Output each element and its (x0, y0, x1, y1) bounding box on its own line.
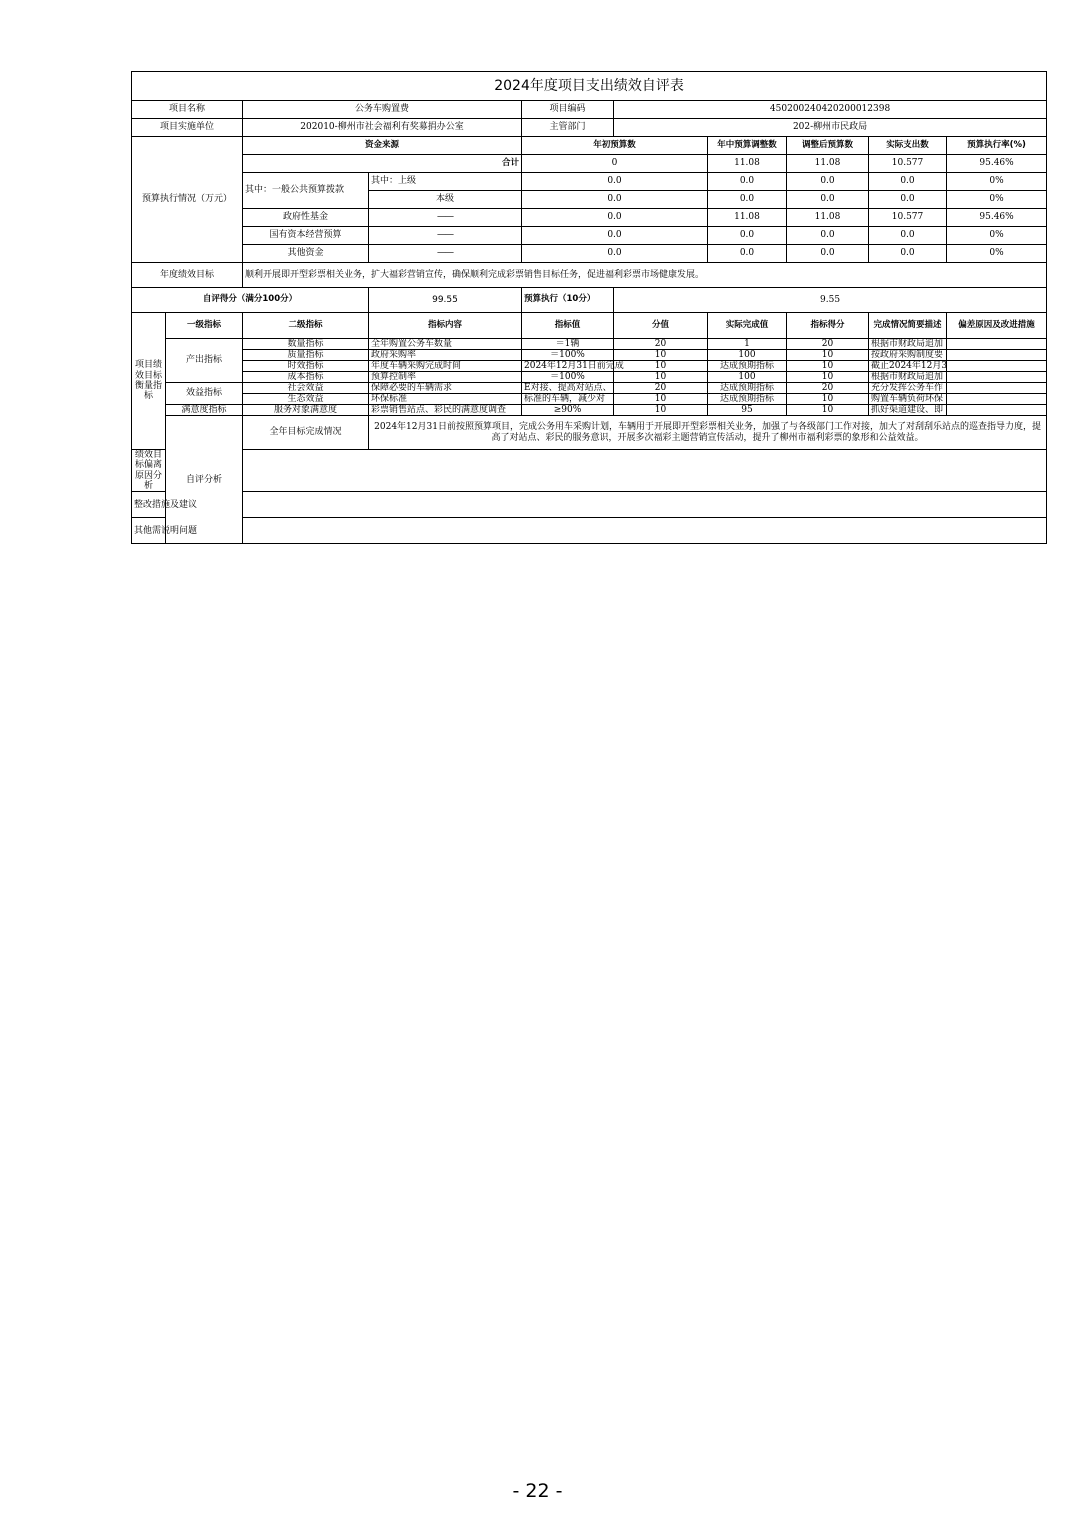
total-adjusted: 11.08 (787, 155, 869, 173)
local-adjust: 0.0 (708, 191, 787, 209)
indicator-deviation (947, 350, 1047, 361)
upper-adjusted: 0.0 (787, 173, 869, 191)
indicator-content: 保障必要的车辆需求 (369, 383, 522, 394)
indicator-actual: 100 (708, 372, 787, 383)
govfund-adjusted: 11.08 (787, 209, 869, 227)
indicator-deviation (947, 339, 1047, 350)
indicator-target: 标准的车辆，减少对 (522, 394, 614, 405)
indicator-target: ≥90% (522, 405, 614, 416)
header-midyear-adjust: 年中预算调整数 (708, 137, 787, 155)
header-level2: 二级指标 (243, 313, 369, 339)
other-fund-initial: 0.0 (522, 245, 708, 263)
project-code-label: 项目编码 (522, 101, 614, 119)
stateown-adjusted: 0.0 (787, 227, 869, 245)
govfund-adjust: 11.08 (708, 209, 787, 227)
stateown-adjust: 0.0 (708, 227, 787, 245)
total-rate: 95.46% (947, 155, 1047, 173)
header-adjusted-budget: 调整后预算数 (787, 137, 869, 155)
general-budget-label: 其中：一般公共预算拨款 (243, 173, 369, 209)
stateown-initial: 0.0 (522, 227, 708, 245)
self-score-label: 自评得分（满分100分） (132, 288, 369, 313)
indicator-description: 充分发挥公务车作 (869, 383, 947, 394)
upper-rate: 0% (947, 173, 1047, 191)
other-fund-adjust: 0.0 (708, 245, 787, 263)
indicator-target: 2024年12月31日前完成 (522, 361, 614, 372)
indicator-score: 20 (787, 383, 869, 394)
indicator-description: 抓好渠道建设、即 (869, 405, 947, 416)
header-actual-spend: 实际支出数 (869, 137, 947, 155)
analysis-section-label: 自评分析 (166, 416, 243, 544)
indicator-content: 全年购置公务车数量 (369, 339, 522, 350)
total-adjust: 11.08 (708, 155, 787, 173)
local-initial: 0.0 (522, 191, 708, 209)
indicator-content: 环保标准 (369, 394, 522, 405)
upper-initial: 0.0 (522, 173, 708, 191)
annual-goal-text: 顺利开展即开型彩票相关业务，扩大福彩营销宣传，确保顺利完成彩票销售目标任务，促进福利彩票市场健康发展。 (243, 263, 1047, 288)
govfund-actual: 10.577 (869, 209, 947, 227)
measures-label: 整改措施及建议 (132, 492, 166, 518)
indicator-weight: 10 (614, 350, 708, 361)
upper-level-label: 其中：上级 (369, 173, 522, 191)
indicator-weight: 20 (614, 339, 708, 350)
exec-score-value: 9.55 (614, 288, 1047, 313)
local-level-label: 本级 (369, 191, 522, 209)
upper-adjust: 0.0 (708, 173, 787, 191)
stateown-label: 国有资本经营预算 (243, 227, 369, 245)
satisfaction-indicator-label: 满意度指标 (166, 405, 243, 416)
indicator-description: 根据市财政局追加 (869, 372, 947, 383)
indicator-deviation (947, 361, 1047, 372)
stateown-rate: 0% (947, 227, 1047, 245)
indicator-weight: 20 (614, 383, 708, 394)
other-fund-adjusted: 0.0 (787, 245, 869, 263)
indicator-score: 10 (787, 394, 869, 405)
indicator-actual: 达成预期指标 (708, 394, 787, 405)
indicator-target: ＝100% (522, 350, 614, 361)
header-exec-rate: 预算执行率(%) (947, 137, 1047, 155)
indicator-level2: 成本指标 (243, 372, 369, 383)
govfund-label: 政府性基金 (243, 209, 369, 227)
header-initial-budget: 年初预算数 (522, 137, 708, 155)
benefit-indicator-label: 效益指标 (166, 383, 243, 405)
indicator-content: 彩票销售站点、彩民的满意度调查 (369, 405, 522, 416)
header-level1: 一级指标 (166, 313, 243, 339)
stateown-actual: 0.0 (869, 227, 947, 245)
indicator-weight: 10 (614, 394, 708, 405)
indicator-description: 截止2024年12月3 (869, 361, 947, 372)
indicator-level2: 时效指标 (243, 361, 369, 372)
indicator-actual: 达成预期指标 (708, 361, 787, 372)
local-adjusted: 0.0 (787, 191, 869, 209)
supervising-dept-label: 主管部门 (522, 119, 614, 137)
completion-text: 2024年12月31日前按照预算项目，完成公务用车采购计划，车辆用于开展即开型彩票相关业务，加强了与各级部门工作对接，加大了对刮刮乐站点的巡查指导力度，提高了对站点、彩民的服务意识，开展多次福彩主题营销宣传活动，提升了柳州市福利彩票的象形和公益效益。 (369, 416, 1047, 450)
indicator-content: 政府采购率 (369, 350, 522, 361)
indicator-actual: 95 (708, 405, 787, 416)
project-code-value: 450200240420200012398 (614, 101, 1047, 119)
indicator-score: 10 (787, 405, 869, 416)
budget-section-label: 预算执行情况（万元） (132, 137, 243, 263)
indicator-score: 20 (787, 339, 869, 350)
other-issues-label: 其他需说明问题 (132, 518, 166, 544)
other-issues-text (243, 518, 1047, 544)
indicator-deviation (947, 383, 1047, 394)
total-initial: 0 (522, 155, 708, 173)
other-fund-rate: 0% (947, 245, 1047, 263)
govfund-dash: —— (369, 209, 522, 227)
indicator-target: ＝100% (522, 372, 614, 383)
indicator-content: 年度车辆采购完成时间 (369, 361, 522, 372)
indicator-deviation (947, 405, 1047, 416)
indicator-weight: 10 (614, 405, 708, 416)
indicator-description: 购置车辆负荷环保 (869, 394, 947, 405)
self-evaluation-table (131, 71, 1047, 544)
project-name-value: 公务车购置费 (243, 101, 522, 119)
output-indicator-label: 产出指标 (166, 339, 243, 383)
header-deviation: 偏差原因及改进措施 (947, 313, 1047, 339)
indicator-weight: 10 (614, 372, 708, 383)
indicator-weight: 10 (614, 361, 708, 372)
other-fund-dash: —— (369, 245, 522, 263)
indicator-level2: 社会效益 (243, 383, 369, 394)
supervising-dept-value: 202-柳州市民政局 (614, 119, 1047, 137)
upper-actual: 0.0 (869, 173, 947, 191)
implementing-unit-value: 202010-柳州市社会福利有奖募捐办公室 (243, 119, 522, 137)
deviation-text (243, 450, 1047, 492)
govfund-initial: 0.0 (522, 209, 708, 227)
self-score-value: 99.55 (369, 288, 522, 313)
indicator-level2: 生态效益 (243, 394, 369, 405)
indicator-deviation (947, 372, 1047, 383)
indicator-deviation (947, 394, 1047, 405)
header-score: 指标得分 (787, 313, 869, 339)
project-name-label: 项目名称 (132, 101, 243, 119)
implementing-unit-label: 项目实施单位 (132, 119, 243, 137)
header-content: 指标内容 (369, 313, 522, 339)
deviation-label: 绩效目标偏离原因分析 (132, 450, 166, 492)
header-fund-source: 资金来源 (243, 137, 522, 155)
header-weight: 分值 (614, 313, 708, 339)
stateown-dash: —— (369, 227, 522, 245)
total-label: 合计 (243, 155, 522, 173)
indicator-actual: 100 (708, 350, 787, 361)
indicator-section-label: 项目绩效目标衡量指标 (132, 313, 166, 450)
indicator-description: 按政府采购制度要 (869, 350, 947, 361)
other-fund-label: 其他资金 (243, 245, 369, 263)
table-title: 2024年度项目支出绩效自评表 (132, 72, 1047, 101)
indicator-score: 10 (787, 372, 869, 383)
header-target: 指标值 (522, 313, 614, 339)
local-actual: 0.0 (869, 191, 947, 209)
completion-label: 全年目标完成情况 (243, 416, 369, 450)
indicator-level2: 服务对象满意度 (243, 405, 369, 416)
other-fund-actual: 0.0 (869, 245, 947, 263)
local-rate: 0% (947, 191, 1047, 209)
total-actual: 10.577 (869, 155, 947, 173)
measures-text (243, 492, 1047, 518)
header-actual: 实际完成值 (708, 313, 787, 339)
header-description: 完成情况简要描述 (869, 313, 947, 339)
govfund-rate: 95.46% (947, 209, 1047, 227)
indicator-score: 10 (787, 361, 869, 372)
indicator-actual: 1 (708, 339, 787, 350)
page-number: - 22 - (512, 1480, 563, 1502)
indicator-target: E对接、提高对站点、 (522, 383, 614, 394)
indicator-description: 根据市财政局追加 (869, 339, 947, 350)
indicator-target: ＝1辆 (522, 339, 614, 350)
indicator-actual: 达成预期指标 (708, 383, 787, 394)
indicator-level2: 数量指标 (243, 339, 369, 350)
annual-goal-label: 年度绩效目标 (132, 263, 243, 288)
exec-score-label: 预算执行（10分） (522, 288, 614, 313)
indicator-level2: 质量指标 (243, 350, 369, 361)
indicator-score: 10 (787, 350, 869, 361)
indicator-content: 预算控制率 (369, 372, 522, 383)
